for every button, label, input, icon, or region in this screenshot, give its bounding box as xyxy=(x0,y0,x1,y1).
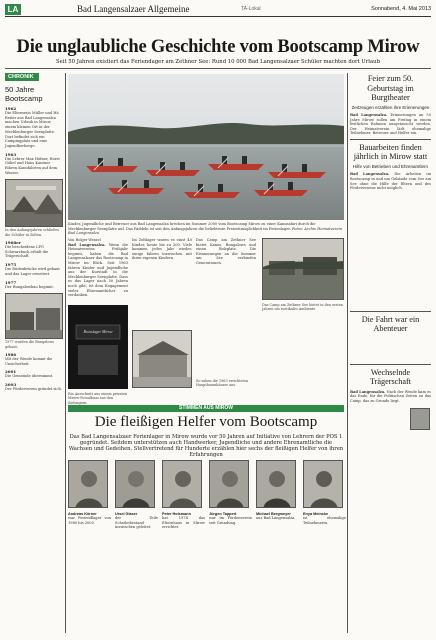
helpers-headline: Die fleißigen Helfer vom Bootscamp xyxy=(94,414,318,430)
sign-text: Bootslager Mirow xyxy=(83,329,113,334)
old-camp-photo-image xyxy=(133,331,192,388)
helper-name: Enya Meincke xyxy=(303,512,329,516)
old-camp-caption: So sahen die 1963 errichteten Hauptbaumhäuser aus. xyxy=(196,379,249,388)
right-body-1 xyxy=(350,113,431,136)
helper-portrait xyxy=(68,460,108,508)
helper-entry xyxy=(68,512,111,525)
column-divider-left xyxy=(65,73,66,633)
right-text-4: Nach der Wende kam es das Ende, für die Politischen Zeiten zu das Camp, das zu Grunde liegt. xyxy=(350,389,431,404)
helper-name: Andreas Körner xyxy=(68,512,97,516)
helper-entry xyxy=(303,512,346,525)
camp-photo-caption: Das Camp am Zethner See bietet in den ersten Jahren ein rustikales Ambiente. xyxy=(262,303,343,312)
canoe-caption-text: Kinder, Jugendliche und Betreuer aus Bad Langensalza brechen im Sommer 2000 vom Bootscamp Mirow zu einer Kanusafari durch die Mecklenburger Seenplatte auf. Das Paddeln ist seit den Anfangsjahren die beliebteste Freizeitmöglichkeit im Ferienlager. xyxy=(68,222,316,231)
helper-portrait xyxy=(256,460,296,508)
masthead-date: Sonnabend, 4. Mai 2013 xyxy=(371,6,431,12)
chronik-column xyxy=(5,73,63,392)
canoe-photo-caption xyxy=(68,222,344,236)
right-separator xyxy=(350,139,431,140)
chronik-text: Die bescheidene LPG Schwarzbach erhält die Trägerschaft. xyxy=(5,245,49,259)
right-headline-3: Die Fahrt war ein Abenteuer xyxy=(361,314,420,334)
chronik-title xyxy=(5,85,63,103)
camp-photo xyxy=(262,238,344,300)
right-body-4 xyxy=(350,390,431,404)
right-text-2: Die Arbeiten im Bootscamp in und um Gebäude vom See am See ohne die Hilfe der Eltern und des Fördervereins nicht möglich. xyxy=(350,172,431,191)
canoe-photo-image xyxy=(68,74,344,220)
helper-name: Peter Holsmann xyxy=(162,512,191,516)
sign-photo-image xyxy=(68,305,128,389)
sign-photo xyxy=(68,305,128,389)
article-lead: Bad Langensalza. xyxy=(68,242,106,247)
helper-text: war Feriendlager von 1980 bis 2005. xyxy=(68,516,111,525)
helper-portraits xyxy=(68,460,344,508)
main-headline: Die unglaubliche Geschichte vom Bootscamp Mirow xyxy=(16,37,420,57)
helper-text: der Teile Scheibebestand inzwischen geleitet. xyxy=(115,516,158,530)
camp-photo-image xyxy=(263,239,344,300)
main-subhead: Seit 50 Jahren existiert das Feriendager am Zethner See: Rund 10 000 Bad Langensalzaer Schüler machten dort Urlaub xyxy=(56,59,380,65)
chronik-year: 1963 xyxy=(5,151,17,157)
chronik-year: 2001 xyxy=(5,369,17,375)
right-separator xyxy=(350,364,431,365)
article-body-3: Das Camp am Zethner See bietet Kanus, Bungalows und einen Bolzplatz. Die Erinnerungen an die Sommer am See verbinden Generationen. xyxy=(196,238,256,265)
helper-entry xyxy=(115,512,158,530)
bungalow-photo xyxy=(5,293,63,339)
right-lead-4: Bad Langensalza. xyxy=(350,389,386,394)
helper-portrait xyxy=(162,460,202,508)
chronik-year: 1975 xyxy=(5,262,17,268)
bungalow-photo-caption: 1977 wurden die Bungalows gebaut. xyxy=(5,340,55,349)
right-headline-2: Bauarbeiten finden jährlich in Mirow statt xyxy=(353,142,428,162)
right-lead-2: Bad Langensalza. xyxy=(350,172,390,177)
canoe-photo xyxy=(68,74,344,220)
chronik-text: Die Rüdenbrücke wird gebaut und das Lager erweitert. xyxy=(5,267,60,276)
article-column-3 xyxy=(196,238,256,266)
right-headline-1: Feier zum 50. Geburtstag im Burgtheater xyxy=(367,74,414,102)
column-divider-right xyxy=(347,73,348,633)
chronik-tag: CHRONIK xyxy=(5,73,39,81)
chronik-year: 2003 xyxy=(5,381,17,387)
masthead-title: Bad Langensalzaer Allgemeine xyxy=(77,4,190,14)
helper-entry xyxy=(256,512,299,521)
right-body-2 xyxy=(350,172,431,190)
chronik-year: 1968er xyxy=(5,240,21,246)
chronik-text: Der Förderverein gründet sich. xyxy=(5,386,62,391)
chronik-text: Die Gemeinde übernimmt. xyxy=(5,374,54,379)
canoe-photo-credit: Fotos: Archiv Heimatverein Bad Langensalza xyxy=(68,226,343,236)
masthead-section: TA-Lokal xyxy=(241,6,261,12)
helper-portrait xyxy=(209,460,249,508)
sign-photo-caption: Ein Ausschnitt aus einem privaten Mirow-Fotoalbum aus den Siebzigern. xyxy=(68,392,128,405)
helper-portrait xyxy=(303,460,343,508)
headline-rule xyxy=(5,68,431,69)
article-column-2 xyxy=(132,238,192,261)
right-headline-4: Wechselnde Trägerschaft xyxy=(369,367,412,387)
article-body-1 xyxy=(68,243,128,298)
helper-name: Michael Bergmeyer xyxy=(256,512,291,516)
right-subhead-2: Hilfe von Betrieben und Ehrenamtlern xyxy=(352,163,429,169)
article-text: Wenn die Heimatvereins Frühjahr beginnt, haben die Bad Langensalzaer das Bootscamp in Mirow im Blick. Seit 1963 fahren Kinder und Jugendliche aus der Kurstadt in die Mecklenburger Seenplatte. Dass es das Lager nach 50 Jahren noch gibt, ist dem Engagement vieler Ehrenamtlicher zu verdanken. xyxy=(68,242,128,298)
helper-entry xyxy=(162,512,205,530)
masthead xyxy=(5,3,431,17)
right-separator xyxy=(350,311,431,312)
old-camp-photo xyxy=(132,330,192,388)
chronik-title-line2: Bootscamp xyxy=(5,94,43,103)
chronik-text: Der Bungalowbau beginnt. xyxy=(5,284,54,289)
helper-text: war im Fördenverein seit Gründung. xyxy=(209,516,252,525)
helper-text: aus Bad Langensalza. xyxy=(256,516,296,520)
helpers-subhead: Das Bad Langensalzaer Ferienlager in Mirow wurde vor 50 Jahren auf Initiative von Lehrern der POS 1 gegründet. Seitdem unterstützen auch Handwerker, Jugendliche und andere Ehrenamtliche die Wachsen und Gedeihen. Stellvertretend für Hunderte erzählen hier sechs der fleißigen Helfer von ihren Erfahrungen xyxy=(68,434,344,458)
helper-entry xyxy=(209,512,252,525)
bungalow-photo-image xyxy=(6,294,63,339)
article-body-2: Im Zeltlager waren es einst 40 Kinder, heute bis zu 200. Viele kommen jedes Jahr wieder, einige fahren inzwischen mit ihren eigenen Kindern. xyxy=(132,238,192,261)
right-lead-1: Bad Langensalza. xyxy=(350,113,388,117)
helper-name: Jürgen Tappert xyxy=(209,512,237,516)
tent-photo-caption: In den Anfangsjahren schliefen die Schüler in Zelten. xyxy=(5,228,59,237)
right-text-1: Erinnerungen an 50 Jahre Mirow sollen am Freitag in einem festlichen Rahmen ausgetauscht werden. Der Heimatverein lädt ehemalige Teilnehmer, Betreuer und Helfer ein. xyxy=(350,113,431,136)
helper-text: hat 1974 das Elternhaus in Mirow errichtet. xyxy=(162,516,205,530)
ta-logo: LA xyxy=(5,4,21,15)
chronik-title-line1: 50 Jahre xyxy=(5,85,35,94)
article-byline: Von Holger Wenzel xyxy=(68,238,101,242)
chronik-year: 1977 xyxy=(5,279,17,285)
chronik-year: 1962 xyxy=(5,106,17,111)
helper-portrait xyxy=(115,460,155,508)
helper-name: Ursel Glaser xyxy=(115,512,138,516)
chronik-text: Die Lehrer Max Höfner, Horst Göbel und Hans Kantner führen Kanufahrten auf dem Wasser. xyxy=(5,156,60,175)
chronik-text: Mit der Wende kommt die Unsicherheit. xyxy=(5,356,53,366)
author-portrait xyxy=(410,408,430,430)
article-column-1 xyxy=(68,238,128,298)
right-column xyxy=(350,74,431,430)
tent-photo xyxy=(5,179,63,227)
chronik-year: 1986 xyxy=(5,351,17,357)
chronik-text: Die Elternrats Müller und Hä Reiter aus Bad Langensalza machen Urlaub in Mirow, einem kleinen Ort in der Mecklenburger Seenplatte. Dort befindet sich ein Campingplatz und eine Jugendherberge. xyxy=(5,111,59,148)
section-band: STIMMEN AUS MIROW xyxy=(68,405,344,412)
helper-text: ist ehemalige Teilnehmerin. xyxy=(303,516,346,525)
tent-photo-image xyxy=(6,180,63,227)
right-subhead-1: Zeitzeugen erzählen ihre Erinnerungen xyxy=(351,104,430,110)
